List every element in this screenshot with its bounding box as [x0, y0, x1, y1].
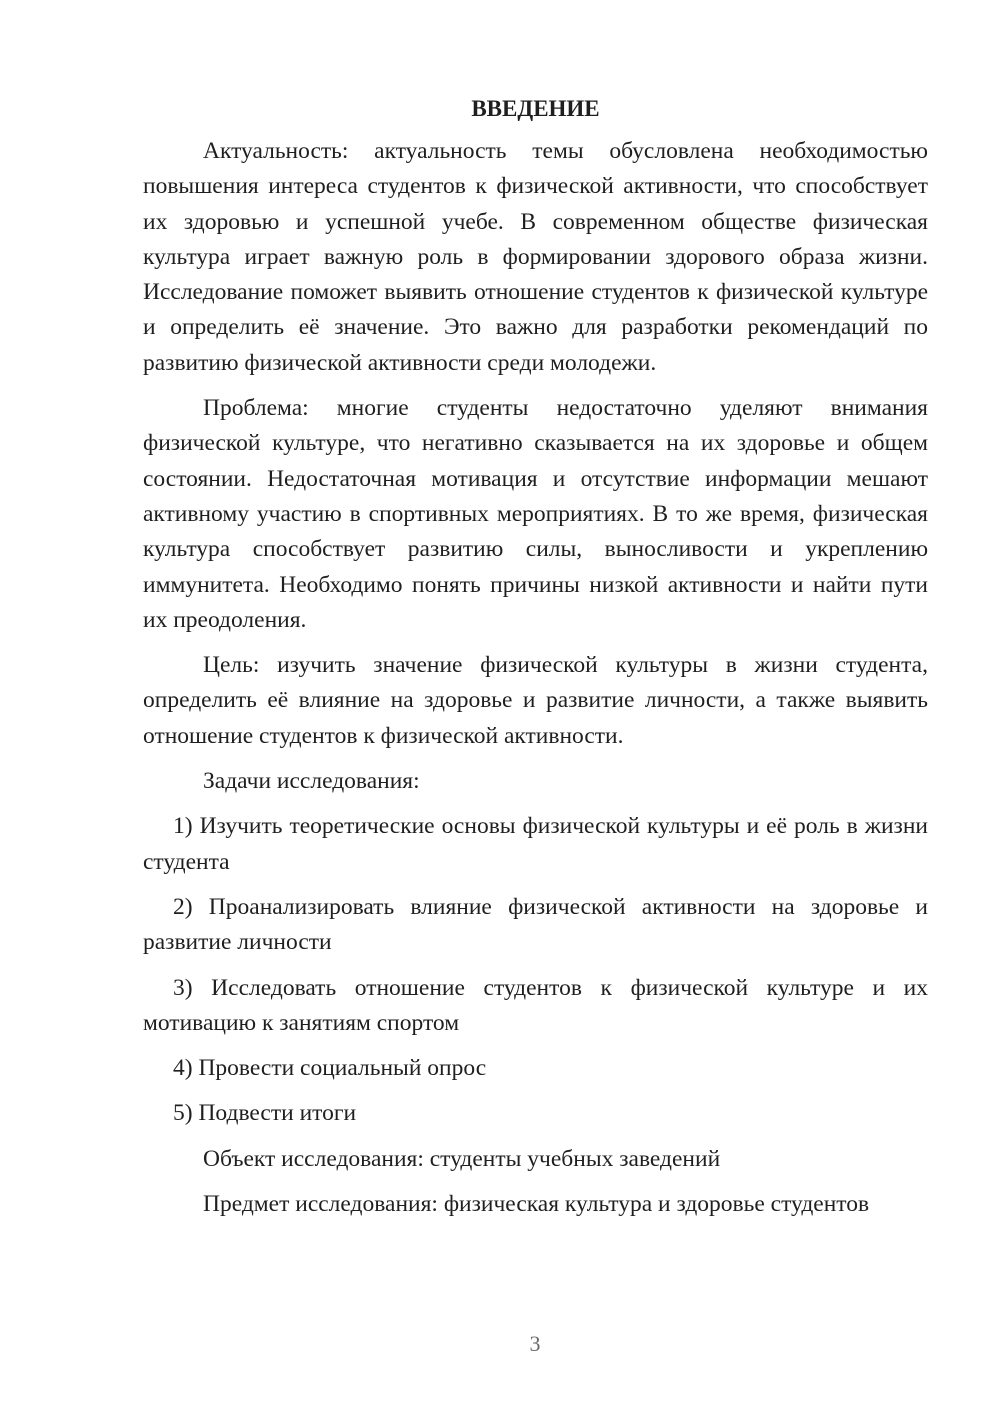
task-item: 5) Подвести итоги	[173, 1100, 357, 1127]
tasks-list	[143, 809, 928, 1131]
research-object: Объект исследования: студенты учебных заведений	[203, 1145, 721, 1172]
goal-paragraph: Цель: изучить значение физической культуры в жизни студента, определить её влияние на здоровье и развитие личности, а также выявить отношение студентов к физической активности.	[143, 652, 928, 749]
task-item: 4) Провести социальный опрос	[173, 1055, 487, 1082]
document-page	[143, 94, 928, 1232]
relevance-paragraph: Актуальность: актуальность темы обусловлена необходимостью повышения интереса студентов к физической активности, что способствует их здоровью и успешной учебе. В современном обществе физическая культура играет важную роль в формировании здорового образа жизни. Исследование поможет выявить отношение студентов к физической культуре и определить её значение. Это важно для разработки рекомендаций по развитию физической активности среди молодежи.	[143, 138, 928, 376]
task-item: 3) Исследовать отношение студентов к физической культуре и их мотивацию к занятиям спортом	[143, 974, 928, 1036]
section-title: ВВЕДЕНИЕ	[471, 96, 600, 121]
tasks-heading: Задачи исследования:	[203, 768, 420, 795]
problem-paragraph: Проблема: многие студенты недостаточно уделяют внимания физической культуре, что негативно сказывается на их здоровье и общем состоянии. Недостаточная мотивация и отсутствие информации мешают активному участию в спортивных мероприятиях. В то же время, физическая культура способствует развитию силы, выносливости и укреплению иммунитета. Необходимо понять причины низкой активности и найти пути их преодоления.	[143, 395, 928, 633]
task-item: 2) Проанализировать влияние физической активности на здоровье и развитие личности	[143, 893, 928, 956]
page-number: 3	[529, 1331, 541, 1356]
task-item: 1) Изучить теоретические основы физической культуры и её роль в жизни студента	[143, 813, 928, 875]
research-subject: Предмет исследования: физическая культура и здоровье студентов	[203, 1191, 870, 1218]
